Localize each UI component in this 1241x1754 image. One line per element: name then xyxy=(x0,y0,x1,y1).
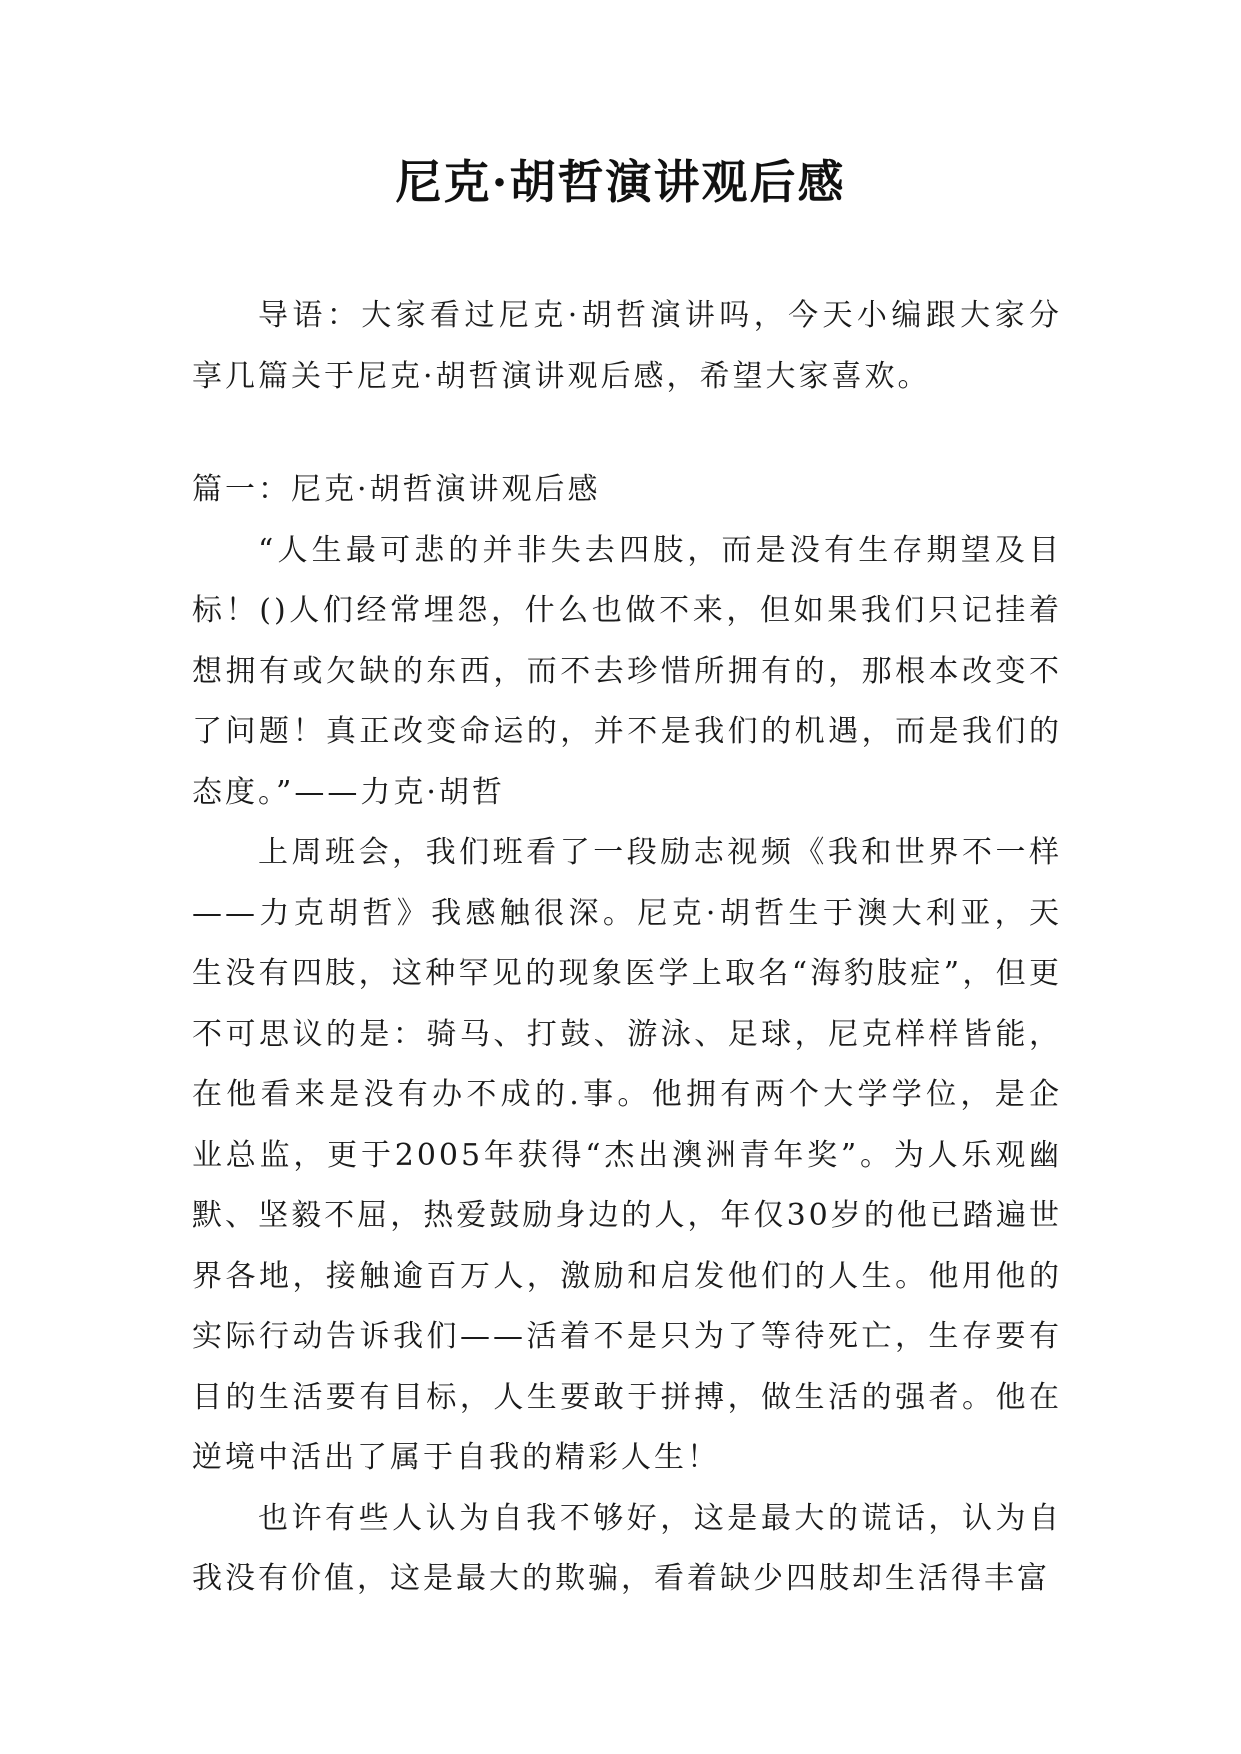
intro-paragraph: 导语：大家看过尼克·胡哲演讲吗，今天小编跟大家分享几篇关于尼克·胡哲演讲观后感，希望大家喜欢。 xyxy=(192,298,1062,394)
body-paragraph: 上周班会，我们班看了一段励志视频《我和世界不一样——力克胡哲》我感触很深。尼克·胡哲生于澳大利亚，天生没有四肢，这种罕见的现象医学上取名“海豹肢症”，但更不可思议的是：骑马、打鼓、游泳、足球，尼克样样皆能，在他看来是没有办不成的.事。他拥有两个大学学位，是企业总监，更于2005年获得“杰出澳洲青年奖”。为人乐观幽默、坚毅不屈，热爱鼓励身边的人，年仅30岁的他已踏遍世界各地，接触逾百万人，激励和启发他们的人生。他用他的实际行动告诉我们——活着不是只为了等待死亡，生存要有目的生活要有目标，人生要敢于拼搏，做生活的强者。他在逆境中活出了属于自我的精彩人生！ xyxy=(192,835,1062,1475)
intro-block xyxy=(192,286,1062,407)
section-1 xyxy=(192,460,1062,1610)
body-paragraph: 也许有些人认为自我不够好，这是最大的谎话，认为自我没有价值，这是最大的欺骗，看着缺少四肢却生活得丰富 xyxy=(192,1500,1062,1596)
section-heading: 篇一：尼克·胡哲演讲观后感 xyxy=(192,472,601,507)
quote-paragraph: “人生最可悲的并非失去四肢，而是没有生存期望及目标！()人们经常埋怨，什么也做不来，但如果我们只记挂着想拥有或欠缺的东西，而不去珍惜所拥有的，那根本改变不了问题！真正改变命运的，并不是我们的机遇，而是我们的态度。”——力克·胡哲 xyxy=(192,532,1062,810)
document-title: 尼克·胡哲演讲观后感 xyxy=(395,155,846,209)
